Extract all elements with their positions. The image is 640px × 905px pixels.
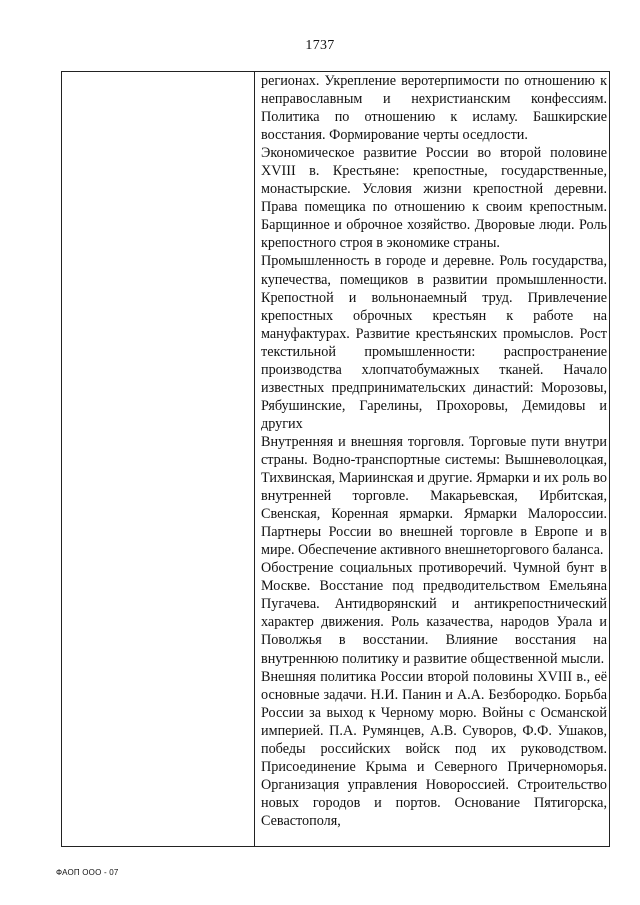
paragraph-economic-development: Экономическое развитие России во второй половине XVIII в. Крестьяне: крепостные, государственные, монастырские. Условия жизни крепостной деревни. Права помещика по отношению к своим крепостным. Барщинное и оброчное хозяйство. Дворовые люди. Роль крепостного строя в экономике страны.	[261, 145, 607, 252]
content-table	[61, 71, 610, 847]
paragraph-social-conflicts: Обострение социальных противоречий. Чумной бунт в Москве. Восстание под предводительством Емельяна Пугачева. Антидворянский и антикрепостнический характер движения. Роль казачества, народов Урала и Поволжья в восстании. Влияние восстания на внутреннюю политику и развитие общественной мысли.	[261, 560, 607, 667]
document-footer: ФАОП ООО - 07	[56, 868, 119, 877]
topic-cell	[261, 72, 607, 830]
page-number: 1737	[305, 38, 335, 53]
paragraph-industry: Промышленность в городе и деревне. Роль государства, купечества, помещиков в развитии промышленности. Крепостной и вольнонаемный труд. Привлечение крепостных оброчных крестьян к работе на мануфактурах. Развитие крестьянских промыслов. Рост текстильной промышленности: распространение производства хлопчатобумажных тканей. Начало известных предпринимательских династий: Морозовы, Рябушинские, Гарелины, Прохоровы, Демидовы и других	[261, 253, 607, 432]
paragraph-religious-policy: регионах. Укрепление веротерпимости по отношению к неправославным и нехристианским конфессиям. Политика по отношению к исламу. Башкирские восстания. Формирование черты оседлости.	[261, 73, 607, 144]
paragraph-foreign-policy: Внешняя политика России второй половины XVIII в., её основные задачи. Н.И. Панин и А.А. Безбородко. Борьба России за выход к Черному морю. Войны с Османской империей. П.А. Румянцев, А.В. Суворов, Ф.Ф. Ушаков, победы российских войск под их руководством. Присоединение Крыма и Северного Причерноморья. Организация управления Новороссией. Строительство новых городов и портов. Основание Пятигорска, Севастополя,	[261, 668, 607, 829]
column-divider	[254, 72, 255, 846]
paragraph-trade: Внутренняя и внешняя торговля. Торговые пути внутри страны. Водно-транспортные системы: Вышневолоцкая, Тихвинская, Мариинская и другие. Ярмарки и их роль во внутренней торговле. Макарьевская, Ирбитская, Свенская, Коренная ярмарки. Ярмарки Малороссии. Партнеры России во внешней торговле в Европе и в мире. Обеспечение активного внешнеторгового баланса.	[261, 433, 607, 559]
